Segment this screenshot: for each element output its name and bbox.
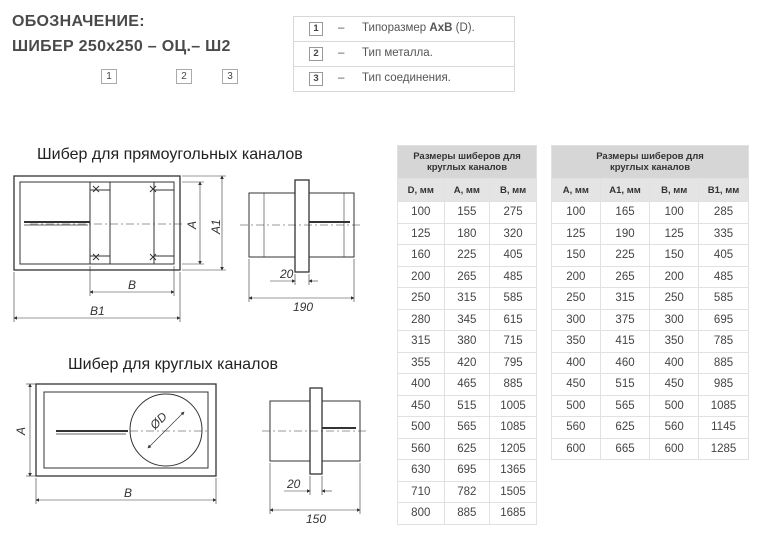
table-cell: 275 — [490, 202, 537, 224]
table-cell: 500 — [650, 395, 699, 417]
table-cell: 485 — [490, 266, 537, 288]
table-cell: 125 — [398, 223, 445, 245]
table-cell: 450 — [552, 374, 601, 396]
caption-line2: круглых каналов — [426, 162, 508, 173]
dim-label-20: 20 — [280, 267, 294, 281]
caption-line2: круглых каналов — [609, 162, 691, 173]
dim-label-round-a: A — [14, 426, 28, 435]
table-cell: 405 — [699, 245, 749, 267]
table-cell: 625 — [600, 417, 650, 439]
legend-num: 3 — [309, 72, 323, 86]
table-cell: 782 — [444, 481, 490, 503]
table-cell: 1365 — [490, 460, 537, 482]
table-cell: 265 — [444, 266, 490, 288]
rect-duct-table — [551, 145, 749, 460]
table-cell: 485 — [699, 266, 749, 288]
col-header: B1, мм — [699, 179, 749, 202]
table-cell: 350 — [552, 331, 601, 353]
table-cell: 160 — [398, 245, 445, 267]
table-header-row — [398, 179, 537, 202]
table-cell: 560 — [552, 417, 601, 439]
table-caption — [552, 146, 749, 179]
table-cell: 345 — [444, 309, 490, 331]
legend-num: 1 — [309, 22, 323, 36]
table-cell: 180 — [444, 223, 490, 245]
col-header: B, мм — [650, 179, 699, 202]
table-cell: 565 — [600, 395, 650, 417]
table-cell: 795 — [490, 352, 537, 374]
table-header-row — [552, 179, 749, 202]
table-cell: 665 — [600, 438, 650, 460]
table-cell: 200 — [552, 266, 601, 288]
col-header: B, мм — [490, 179, 537, 202]
table-cell: 600 — [552, 438, 601, 460]
table-cell: 630 — [398, 460, 445, 482]
table-cell: 225 — [444, 245, 490, 267]
dim-label-150: 150 — [306, 512, 327, 526]
table-cell: 200 — [398, 266, 445, 288]
rect-drawing-title: Шибер для прямоугольных каналов — [37, 146, 303, 163]
table-cell: 315 — [600, 288, 650, 310]
rect-side-flange — [295, 180, 309, 272]
legend-dash: – — [338, 72, 345, 84]
table-cell: 710 — [398, 481, 445, 503]
table-cell: 150 — [650, 245, 699, 267]
table-cell: 515 — [600, 374, 650, 396]
designation-heading: ОБОЗНАЧЕНИЕ: — [12, 13, 145, 30]
legend-text-main: Типоразмер — [362, 22, 427, 34]
legend-text: Тип металла. — [362, 47, 433, 59]
table-row — [398, 202, 537, 224]
table-cell: 300 — [552, 309, 601, 331]
col-header: D, мм — [398, 179, 445, 202]
marker-3: 3 — [222, 69, 238, 84]
dim-label-a1: A1 — [209, 219, 223, 234]
table-cell: 250 — [552, 288, 601, 310]
dim-label-round-20: 20 — [287, 477, 301, 491]
table-cell: 335 — [699, 223, 749, 245]
table-cell: 285 — [699, 202, 749, 224]
table-row — [398, 266, 537, 288]
table-cell: 885 — [490, 374, 537, 396]
table-cell: 585 — [699, 288, 749, 310]
table-cell: 190 — [600, 223, 650, 245]
table-row — [552, 266, 749, 288]
table-cell: 415 — [600, 331, 650, 353]
table-cell: 315 — [444, 288, 490, 310]
table-cell: 355 — [398, 352, 445, 374]
table-cell: 200 — [650, 266, 699, 288]
table-cell: 565 — [444, 417, 490, 439]
table-cell: 1205 — [490, 438, 537, 460]
dim-label-a: A — [185, 220, 199, 229]
round-drawing-title: Шибер для круглых каналов — [68, 356, 278, 373]
table-cell: 350 — [650, 331, 699, 353]
table-row — [552, 374, 749, 396]
table-row — [398, 245, 537, 267]
table-cell: 400 — [398, 374, 445, 396]
table-cell: 100 — [552, 202, 601, 224]
table-cell: 465 — [444, 374, 490, 396]
caption-line1: Размеры шиберов для — [596, 151, 704, 162]
table-row — [398, 395, 537, 417]
table-cell: 1085 — [699, 395, 749, 417]
table-caption — [398, 146, 537, 179]
table-row — [398, 460, 537, 482]
table-cell: 515 — [444, 395, 490, 417]
table-cell: 800 — [398, 503, 445, 525]
table-row — [398, 288, 537, 310]
table-cell: 615 — [490, 309, 537, 331]
table-cell: 500 — [398, 417, 445, 439]
table-row — [552, 352, 749, 374]
table-cell: 885 — [699, 352, 749, 374]
table-cell: 250 — [398, 288, 445, 310]
col-header: A1, мм — [600, 179, 650, 202]
bolt-marks — [93, 186, 156, 260]
table-cell: 405 — [490, 245, 537, 267]
round-duct-table — [397, 145, 537, 525]
rect-blade-left — [90, 182, 110, 264]
marker-2: 2 — [176, 69, 192, 84]
caption-line1: Размеры шиберов для — [413, 151, 521, 162]
table-row — [552, 417, 749, 439]
table-row — [398, 503, 537, 525]
table-cell: 150 — [552, 245, 601, 267]
table-cell: 450 — [398, 395, 445, 417]
table-row — [552, 202, 749, 224]
table-cell: 585 — [490, 288, 537, 310]
table-cell: 265 — [600, 266, 650, 288]
table-cell: 1085 — [490, 417, 537, 439]
dim-label-b1: B1 — [90, 304, 105, 318]
table-cell: 125 — [650, 223, 699, 245]
table-cell: 320 — [490, 223, 537, 245]
table-cell: 560 — [398, 438, 445, 460]
table-cell: 715 — [490, 331, 537, 353]
table-row — [552, 438, 749, 460]
table-cell: 315 — [398, 331, 445, 353]
rect-blade-right — [110, 182, 154, 264]
table-cell: 250 — [650, 288, 699, 310]
table-row — [398, 374, 537, 396]
legend-text-bold: AxB — [429, 22, 453, 34]
table-cell: 625 — [444, 438, 490, 460]
table-row — [398, 417, 537, 439]
dim-label-round-b: B — [124, 486, 133, 500]
table-cell: 500 — [552, 395, 601, 417]
table-row — [398, 438, 537, 460]
table-cell: 1145 — [699, 417, 749, 439]
table-cell: 1505 — [490, 481, 537, 503]
table-cell: 785 — [699, 331, 749, 353]
table-cell: 225 — [600, 245, 650, 267]
dim-label-b: B — [128, 278, 137, 292]
table-cell: 300 — [650, 309, 699, 331]
table-row — [398, 309, 537, 331]
table-cell: 560 — [650, 417, 699, 439]
table-cell: 100 — [650, 202, 699, 224]
table-cell: 125 — [552, 223, 601, 245]
table-cell: 165 — [600, 202, 650, 224]
table-cell: 885 — [444, 503, 490, 525]
table-cell: 400 — [650, 352, 699, 374]
table-cell: 420 — [444, 352, 490, 374]
table-cell: 375 — [600, 309, 650, 331]
table-row — [398, 481, 537, 503]
table-cell: 695 — [699, 309, 749, 331]
table-cell: 460 — [600, 352, 650, 374]
table-row — [552, 288, 749, 310]
table-cell: 155 — [444, 202, 490, 224]
table-row — [552, 245, 749, 267]
legend-text: Тип соединения. — [362, 72, 451, 84]
col-header: A, мм — [444, 179, 490, 202]
table-cell: 695 — [444, 460, 490, 482]
marker-1: 1 — [101, 69, 117, 84]
col-header: A, мм — [552, 179, 601, 202]
legend-dash: – — [338, 47, 345, 59]
table-cell: 380 — [444, 331, 490, 353]
designation-code: ШИБЕР 250х250 – ОЦ.– Ш2 — [12, 38, 231, 55]
table-cell: 400 — [552, 352, 601, 374]
table-cell: 100 — [398, 202, 445, 224]
table-row — [552, 331, 749, 353]
table-row — [552, 395, 749, 417]
table-cell: 1685 — [490, 503, 537, 525]
legend-text-suffix: (D). — [452, 22, 475, 34]
dim-label-190: 190 — [293, 300, 314, 314]
legend-dash: – — [338, 22, 345, 34]
legend-num: 2 — [309, 47, 323, 61]
table-row — [398, 352, 537, 374]
table-cell: 985 — [699, 374, 749, 396]
table-row — [398, 223, 537, 245]
table-cell: 600 — [650, 438, 699, 460]
table-cell: 280 — [398, 309, 445, 331]
table-cell: 1285 — [699, 438, 749, 460]
dim-label-diameter: ØD — [147, 409, 170, 433]
table-row — [398, 331, 537, 353]
table-cell: 1005 — [490, 395, 537, 417]
table-row — [552, 223, 749, 245]
table-row — [552, 309, 749, 331]
table-cell: 450 — [650, 374, 699, 396]
